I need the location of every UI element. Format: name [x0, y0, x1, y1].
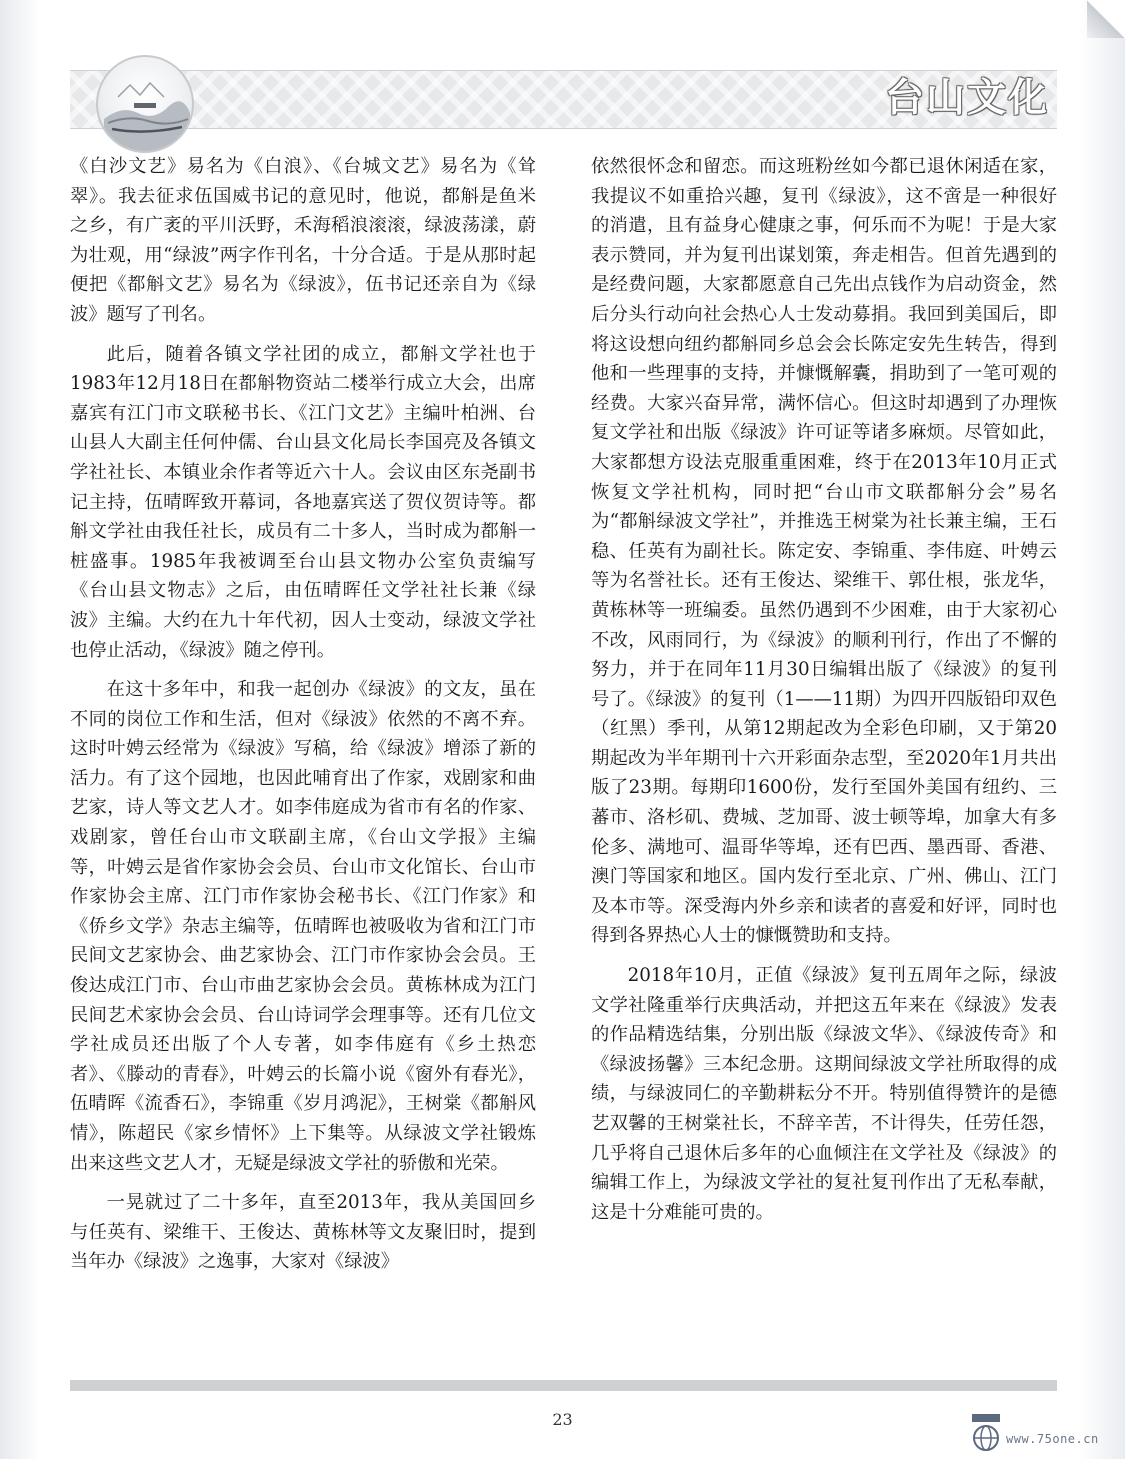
watermark-text: www.75one.cn: [1006, 1432, 1099, 1446]
paragraph: 《白沙文艺》易名为《白浪》、《台城文艺》易名为《耸翠》。我去征求伍国威书记的意见时，他说，都斛是鱼米之乡，有广袤的平川沃野，禾海稻浪滚滚，绿波荡漾，蔚为壮观，用“绿波”两字作刊名，十分合适。于是从那时起便把《都斛文艺》易名为《绿波》，伍书记还亲自为《绿波》题写了刊名。: [70, 156, 536, 325]
footer-rule: [70, 1380, 1057, 1391]
paragraph: 依然很怀念和留恋。而这班粉丝如今都已退休闲适在家，我提议不如重拾兴趣，复刊《绿波》，这不啻是一种很好的消遣，且有益身心健康之事，何乐而不为呢！于是大家表示赞同，并为复刊出谋划策，奔走相告。但首先遇到的是经费问题，大家都愿意自己先出点钱作为启动资金，然后分头行动向社会热心人士发动募捐。我回到美国后，即将这设想向纽约都斛同乡总会会长陈定安先生转告，得到他和一些理事的支持，并慷慨解囊，捐助到了一笔可观的经费。大家兴奋异常，满怀信心。但这时却遇到了办理恢复文学社和出版《绿波》许可证等诸多麻烦。尽管如此，大家都想方设法克服重重困难，终于在2013年10月正式恢复文学社机构，同时把“台山市文联都斛分会”易名为“都斛绿波文学社”，并推选王树棠为社长兼主编，王石稳、任英有为副社长。陈定安、李锦重、李伟庭、叶娉云等为名誉社长。还有王俊达、梁维干、郭仕根，张龙华，黄栋林等一班编委。虽然仍遇到不少困难，由于大家初心不改，风雨同行，为《绿波》的顺利刊行，作出了不懈的努力，并于在同年11月30日编辑出版了《绿波》的复刊号了。《绿波》的复刊（1——11期）为四开四版铅印双色（红黑）季刊，从第12期起改为全彩色印刷，又于第20期起改为半年期刊十六开彩面杂志型，至2020年1月共出版了23期。每期印1600份，发行至国外美国有纽约、三蕃市、洛杉矶、费城、芝加哥、波士顿等埠，加拿大有多伦多、满地可、温哥华等埠，还有巴西、墨西哥、香港、澳门等国家和地区。国内发行至北京、广州、佛山、江门及本市等。深受海内外乡亲和读者的喜爱和好评，同时也得到各界热心人士的慷慨赞助和支持。: [591, 156, 1057, 947]
paragraph: 一晃就过了二十多年，直至2013年，我从美国回乡与任英有、梁维干、王俊达、黄栋林等文友聚旧时，提到当年办《绿波》之逸事，大家对《绿波》: [70, 1192, 536, 1273]
page-corner-curl: [1087, 0, 1125, 38]
page-number: 23: [552, 1410, 573, 1429]
section-title: 台山文化: [884, 76, 1049, 121]
watermark: [958, 1410, 1123, 1455]
left-column: [70, 152, 536, 1277]
paragraph: 此后，随着各镇文学社团的成立，都斛文学社也于1983年12月18日在都斛物资站二楼举行成立大会，出席嘉宾有江门市文联秘书长、《江门文艺》主编叶柏洲、台山县人大副主任何仲儒、台山县文化局长李国亮及各镇文学社社长、本镇业余作者等近六十人。会议由区东尧副书记主持，伍晴晖致开幕词，各地嘉宾送了贺仪贺诗等。都斛文学社由我任社长，成员有二十多人，当时成为都斛一桩盛事。1985年我被调至台山县文物办公室负责编写《台山县文物志》之后，由伍晴晖任文学社社长兼《绿波》主编。大约在九十年代初，因人士变动，绿波文学社也停止活动，《绿波》随之停刊。: [70, 343, 536, 661]
right-column: [591, 152, 1057, 1227]
landscape-medallion-icon: [96, 55, 194, 153]
globe-logo-icon: [970, 1412, 1002, 1452]
paragraph: 在这十多年中，和我一起创办《绿波》的文友，虽在不同的岗位工作和生活，但对《绿波》依然的不离不弃。这时叶娉云经常为《绿波》写稿，给《绿波》增添了新的活力。有了这个园地，也因此哺育出了作家，戏剧家和曲艺家，诗人等文艺人才。如李伟庭成为省市有名的作家、戏剧家，曾任台山市文联副主席，《台山文学报》主编等，叶娉云是省作家协会会员、台山市文化馆长、台山市作家协会主席、江门市作家协会秘书长、《江门作家》和《侨乡文学》杂志主编等，伍晴晖也被吸收为省和江门市民间文艺家协会、曲艺家协会、江门市作家协会会员。王俊达成江门市、台山市曲艺家协会会员。黄栋林成为江门民间艺术家协会会员、台山诗词学会理事等。还有几位文学社成员还出版了个人专著，如李伟庭有《乡土热恋者》、《滕动的青春》，叶娉云的长篇小说《窗外有春光》，伍晴晖《流香石》，李锦重《岁月鸿泥》，王树棠《都斛风情》，陈超民《家乡情怀》上下集等。从绿波文学社锻炼出来这些文艺人才，无疑是绿波文学社的骄傲和光荣。: [70, 679, 536, 1174]
paragraph: 2018年10月，正值《绿波》复刊五周年之际，绿波文学社隆重举行庆典活动，并把这五年来在《绿波》发表的作品精选结集，分别出版《绿波文华》、《绿波传奇》和《绿波扬馨》三本纪念册。这期间绿波文学社所取得的成绩，与绿波同仁的辛勤耕耘分不开。特别值得赞许的是德艺双馨的王树棠社长，不辞辛苦，不计得失，任劳任怨，几乎将自己退休后多年的心血倾注在文学社及《绿波》的编辑工作上，为绿波文学社的复社复刊作出了无私奉献，这是十分难能可贵的。: [591, 965, 1057, 1223]
